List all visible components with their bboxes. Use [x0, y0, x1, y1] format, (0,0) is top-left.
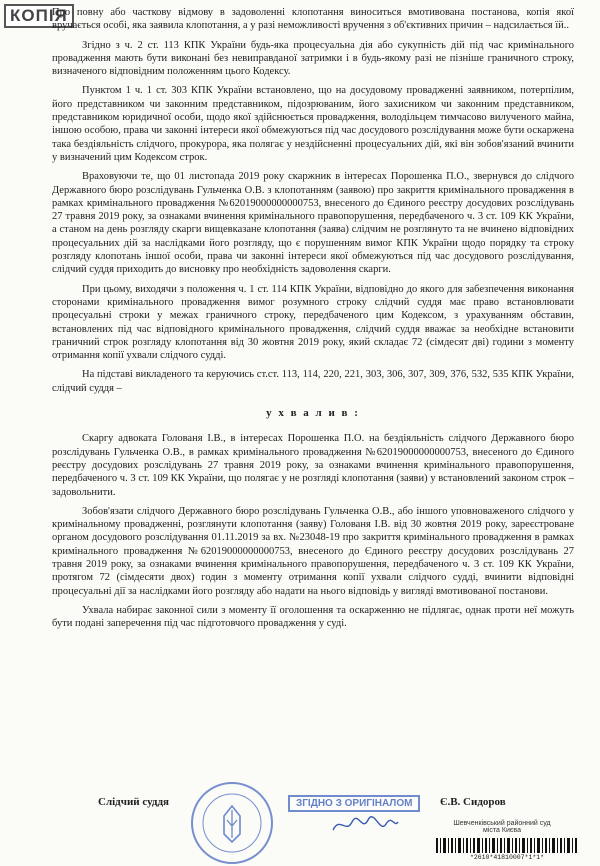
paragraph: Про повну або часткову відмову в задоволенні клопотання виноситься вмотивована постанова, копія якої вручається особі, яка заявила клопотання, а у разі неможливості вручення з об'єктивних причин – надсилається їй.. [52, 7, 574, 32]
handwritten-signature-icon [330, 812, 400, 838]
court-name-line: Шевченківський районний суд [453, 820, 551, 827]
paragraph: Скаргу адвоката Голованя І.В., в інтересах Порошенка П.О. на бездіяльність слідчого Державного бюро розслідувань Гульченка О.В., в рамках кримінального провадження №62019000000000753, внесеного до Єдиного реєстру досудових розслідувань 27 травня 2019 року, за ознаками вчинення кримінального правопорушення, передбаченого ч. 3 ст. 109 КК України, що полягає у не розгляді клопотання (заяви) у встановлений законом строк – задовольнити. [52, 433, 574, 498]
paragraph: На підставі викладеного та керуючись ст.ст. 113, 114, 220, 221, 303, 306, 307, 309, 376, 532, 535 КПК України, слідчий суддя – [52, 369, 574, 394]
ruling-heading: у х в а л и в : [266, 407, 360, 420]
document-body [52, 6, 574, 630]
court-name [432, 820, 572, 834]
barcode-number: *2610*41810007*1*1* [469, 854, 545, 861]
court-name-line: міста Києва [483, 827, 521, 834]
agreed-stamp: ЗГІДНО З ОРИГІНАЛОМ [288, 795, 420, 812]
paragraph: Пунктом 1 ч. 1 ст. 303 КПК України встановлено, що на досудовому провадженні заявником, потерпілим, його представником чи законним представником, підозрюваним, його захисником чи законним представником, представником юридичної особи, щодо якої здійснюється провадження, володільцем тимчасово вилученого майна, іншою особою, права чи законні інтереси якої обмежуються під час досудового розслідування може бути оскаржена така бездіяльність слідчого, прокурора, яка полягає у нездійсненні процесуальних дій, які він зобов'язаний вчинити у визначений цим Кодексом строк. [52, 85, 574, 163]
paragraph: Ухвала набирає законної сили з моменту її оголошення та оскарженню не підлягає, однак проти неї можуть бути подані заперечення під час підготовчого провадження у суді. [52, 604, 574, 630]
paragraph: Враховуючи те, що 01 листопада 2019 року скаржник в інтересах Порошенка П.О., звернувся до слідчого Державного бюро розслідувань Гульченка О.В. з клопотанням (заявою) про закриття кримінального провадження в рамках кримінального провадження №62019000000000753, внесеного до Єдиного реєстру досудових розслідувань 27 травня 2019 року, за ознаками вчинення кримінального правопорушення, передбаченого ч. 3 ст. 109 КК України, а станом на день розгляду скарги вищевказане клопотання (заява) слідчим не розглянуто та не вчинено відповідних процесуальних дій за наслідками його розгляду, що є порушенням вимог КПК України щодо порядку та строку розгляду клопотань іншої особи, права чи законні інтереси якої обмежуються під час досудового розслідування, слідчий суддя приходить до висновку про необхідність задоволення скарги. [52, 171, 574, 276]
court-seal-icon [178, 780, 286, 866]
paragraph: Згідно з ч. 2 ст. 113 КПК України будь-яка процесуальна дія або сукупність дій під час кримінального провадження мають бути виконані без невиправданої затримки і в будь-якому разі не пізніше граничного строку, визначеного відповідним положенням цього Кодексу. [52, 39, 574, 78]
paragraph: Зобов'язати слідчого Державного бюро розслідувань Гульченка О.В., або іншого уповноваженого слідчого у кримінальному провадженні, розглянути клопотання (заяву) Голованя І.В. від 30 жовтня 2019 року, зареєстроване органом досудового розслідування 01.11.2019 за вх. №23048-19 про закриття кримінального провадження в рамках кримінального провадження №62019000000000753, внесеного до Єдиного реєстру досудових розслідувань 27 травня 2019 року, за ознаками вчинення кримінального правопорушення, передбаченого ч. 3 ст. 109 КК України, протягом 72 (сімдесяти двох) годин з моменту отримання копії ухвали слідчого судді, вчинити відповідні процесуальні дії за наслідками його розгляду або надати на нього відповідь у вигляді вмотивованої постанови. [52, 505, 574, 597]
copy-stamp: КОПІЯ [4, 4, 74, 28]
barcode [432, 838, 582, 864]
judge-label: Слідчий суддя [98, 796, 169, 808]
judge-name: Є.В. Сидоров [440, 796, 506, 808]
barcode-icon [432, 838, 582, 853]
paragraph: При цьому, виходячи з положення ч. 1 ст. 114 КПК України, відповідно до якого для забезпечення виконання сторонами кримінального провадження вимог розумного строку слідчий суддя має право встановлювати процесуальні строки у межах граничного строку, передбаченого цим Кодексом, з урахуванням обставин, встановлених під час відповідного кримінального провадження, слідчий суддя вважає за необхідне встановити граничний строк розгляду клопотання від 30 жовтня 2019 року, який складає 72 (сімдесят дві) години з моменту отримання копії ухвали слідчого судді. [52, 283, 574, 362]
